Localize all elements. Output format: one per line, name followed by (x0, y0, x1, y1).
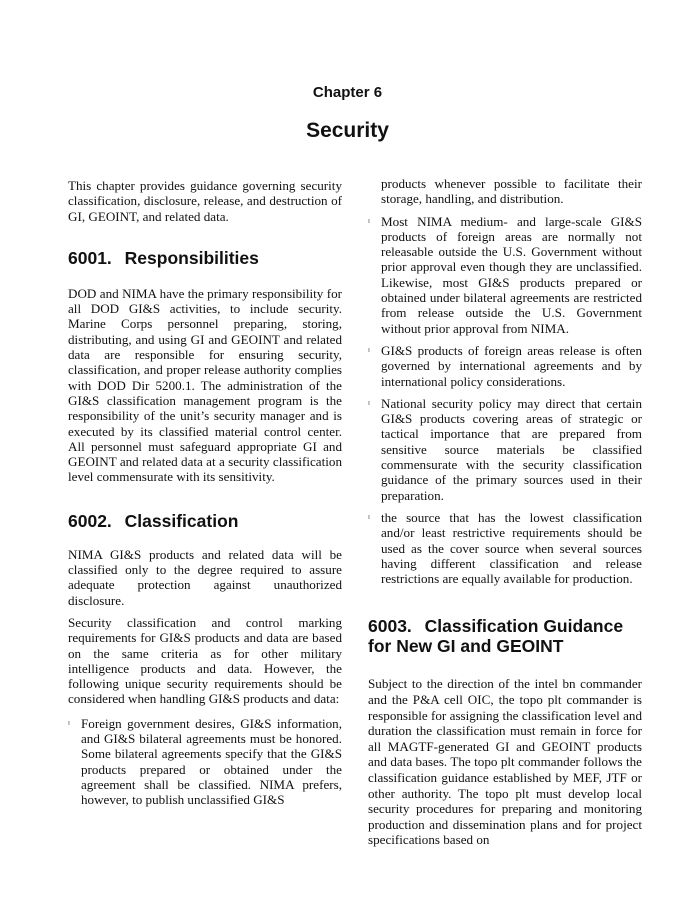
list-item-text: Most NIMA medium- and large-scale GI&S products of foreign areas are normally not releasable outside the U.S. Government without prior approval even though they are unclassified. Likewise, most GI&S products prepared or obtained under bilateral agreements are restricted from release outside the U.S. Government without prior approval from NIMA. (381, 213, 642, 336)
section-title: Classification (124, 510, 239, 531)
bullet-icon: ı (68, 719, 70, 727)
section-title-line1: Classification Guidance (424, 616, 624, 637)
section-6002-heading (68, 511, 342, 531)
bullet-icon: ı (368, 217, 370, 225)
classification-bullet-list-continued (368, 214, 642, 587)
section-6001-paragraph: DOD and NIMA have the primary responsibility for all DOD GI&S activities, to include security. Marine Corps personnel preparing, storing, distributing, and using GI and GEOINT and related data are responsible for ensuring security, classification, and proper release authority complies with DOD Dir 5200.1. The administration of the GI&S classification management program is the responsibility of the unit’s security manager and is executed by its classified material control center. All personnel must safeguard appropriate GI and GEOINT and related data at a security classification level commensurate with its sensitivity. (68, 285, 342, 485)
section-title-line2: for New GI and GEOINT (368, 636, 564, 657)
section-6001-heading (68, 248, 342, 268)
section-number: 6003. (368, 616, 412, 637)
section-6003-heading (368, 616, 642, 656)
chapter-title: Security (306, 119, 389, 142)
list-item (368, 396, 642, 503)
classification-bullet-list (68, 716, 342, 808)
chapter-label: Chapter 6 (312, 84, 383, 101)
list-item-text: National security policy may direct that certain GI&S products covering areas of strategic or tactical importance that are prepared from sensitive source materials be classified commensurate with the security classification guidance of the primary sources used in their preparation. (381, 395, 642, 503)
section-6003-paragraph: Subject to the direction of the intel bn commander and the P&A cell OIC, the topo plt commander is responsible for assigning the classification level and duration the classification must remain in force for all MAGTF-generated GI and GEOINT products and data bases. The topo plt commander follows the classification guidance established by MEF, JTF or other authority. The topo plt must develop local security procedures for preparing and monitoring production and dissemination plans and for project specifications based on (368, 676, 642, 848)
section-6002-paragraph-1: NIMA GI&S products and related data will be classified only to the degree required to assure adequate protection against unauthorized disclosure. (68, 546, 342, 608)
section-number: 6002. (68, 510, 112, 531)
list-item-continuation: products whenever possible to facilitate their storage, handling, and distribution. (381, 176, 642, 207)
list-item (68, 716, 342, 808)
list-item-text: the source that has the lowest classification and/or least restrictive requirements should be used as the cover source when several sources having different classification and release restrictions are equally available for production. (381, 509, 642, 587)
list-item (368, 510, 642, 586)
bullet-icon: ı (368, 399, 370, 407)
list-item (368, 214, 642, 336)
section-title: Responsibilities (124, 247, 259, 268)
list-item-text: Foreign government desires, GI&S information, and GI&S bilateral agreements must be honored. Some bilateral agreements specify that the GI&S products prepared or obtained under the agreement shall be classified. NIMA prefers, however, to publish unclassified GI&S (81, 715, 342, 808)
bullet-icon: ı (368, 513, 370, 521)
intro-paragraph: This chapter provides guidance governing security classification, disclosure, release, and destruction of GI, GEOINT, and related data. (68, 178, 342, 224)
right-column (368, 176, 642, 855)
list-item (368, 343, 642, 389)
left-column (68, 178, 342, 815)
section-number: 6001. (68, 247, 112, 268)
list-item-text: GI&S products of foreign areas release is often governed by international agreements and by international policy considerations. (381, 342, 642, 389)
bullet-icon: ı (368, 346, 370, 354)
section-6002-paragraph-2: Security classification and control marking requirements for GI&S products and data are based on the same criteria as for other military intelligence products and data. However, the following unique security requirements should be considered when handling GI&S products and data: (68, 614, 342, 707)
